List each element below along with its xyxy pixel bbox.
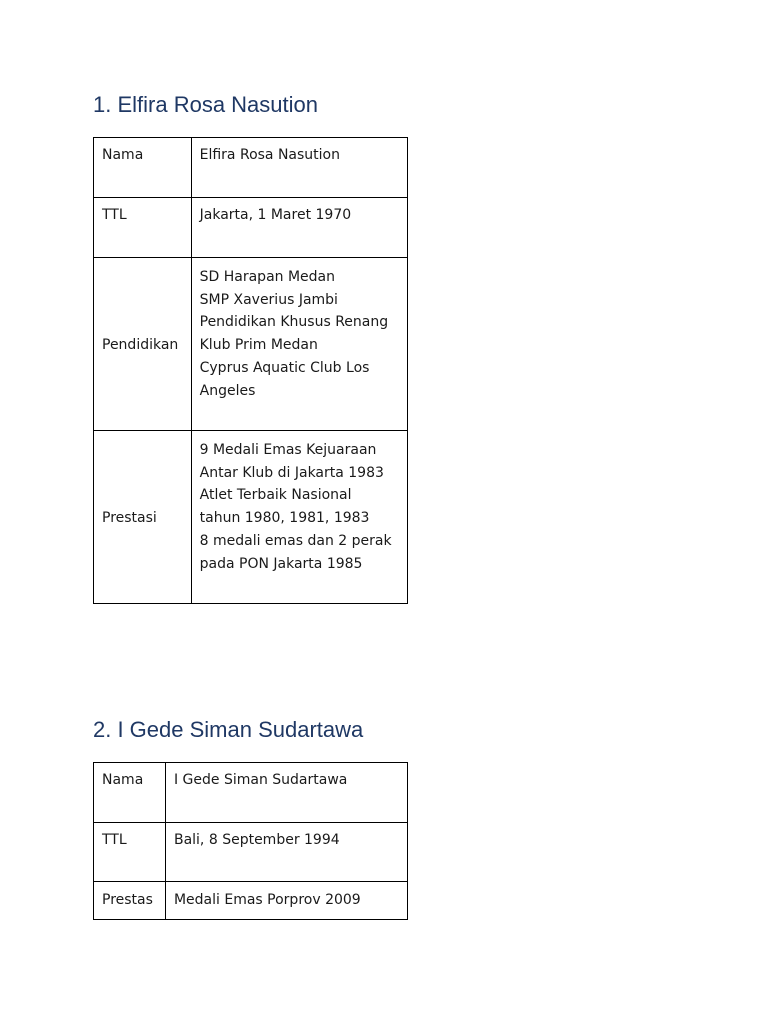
achievement-line: 8 medali emas dan 2 perak xyxy=(199,532,392,549)
education-line: SD Harapan Medan xyxy=(199,269,336,285)
education-line: Cyprus Aquatic Club Los xyxy=(199,359,370,376)
row-label-ttl: TTL xyxy=(94,823,166,882)
education-line: Angeles xyxy=(199,382,256,399)
row-label-ttl: TTL xyxy=(94,198,192,258)
table-row xyxy=(94,258,408,431)
row-label-nama: Nama xyxy=(94,138,192,198)
achievement-line: pada PON Jakarta 1985 xyxy=(199,555,363,572)
row-value-nama: I Gede Siman Sudartawa xyxy=(165,763,407,823)
table-row xyxy=(94,138,408,198)
row-label-pendidikan: Pendidikan xyxy=(94,258,192,431)
row-value-prestasi: Medali Emas Porprov 2009 xyxy=(165,882,407,920)
section-2-heading: 2. I Gede Siman Sudartawa xyxy=(93,717,364,742)
profile-table-elfira xyxy=(93,137,408,604)
achievement-line: Atlet Terbaik Nasional xyxy=(199,487,352,504)
row-value-ttl: Jakarta, 1 Maret 1970 xyxy=(191,198,407,258)
row-label-prestasi: Prestasi xyxy=(94,431,192,604)
profile-table-i-gede xyxy=(93,762,408,920)
education-line: Klub Prim Medan xyxy=(199,337,318,354)
table-row xyxy=(94,882,408,920)
achievement-line: 9 Medali Emas Kejuaraan xyxy=(199,442,377,458)
row-value-nama: Elfira Rosa Nasution xyxy=(191,138,407,198)
education-line: SMP Xaverius Jambi xyxy=(199,291,338,308)
row-value-ttl: Bali, 8 September 1994 xyxy=(165,823,407,882)
table-row xyxy=(94,823,408,882)
table-row xyxy=(94,431,408,604)
section-1-heading: 1. Elfira Rosa Nasution xyxy=(93,92,318,117)
table-row xyxy=(94,763,408,823)
achievement-line: Antar Klub di Jakarta 1983 xyxy=(199,464,384,481)
row-label-nama: Nama xyxy=(94,763,166,823)
table-row xyxy=(94,198,408,258)
row-value-pendidikan xyxy=(191,258,407,431)
row-value-prestasi xyxy=(191,431,407,604)
education-line: Pendidikan Khusus Renang xyxy=(199,314,389,331)
achievement-line: tahun 1980, 1981, 1983 xyxy=(199,510,370,527)
row-label-prestasi: Prestas xyxy=(94,882,166,920)
